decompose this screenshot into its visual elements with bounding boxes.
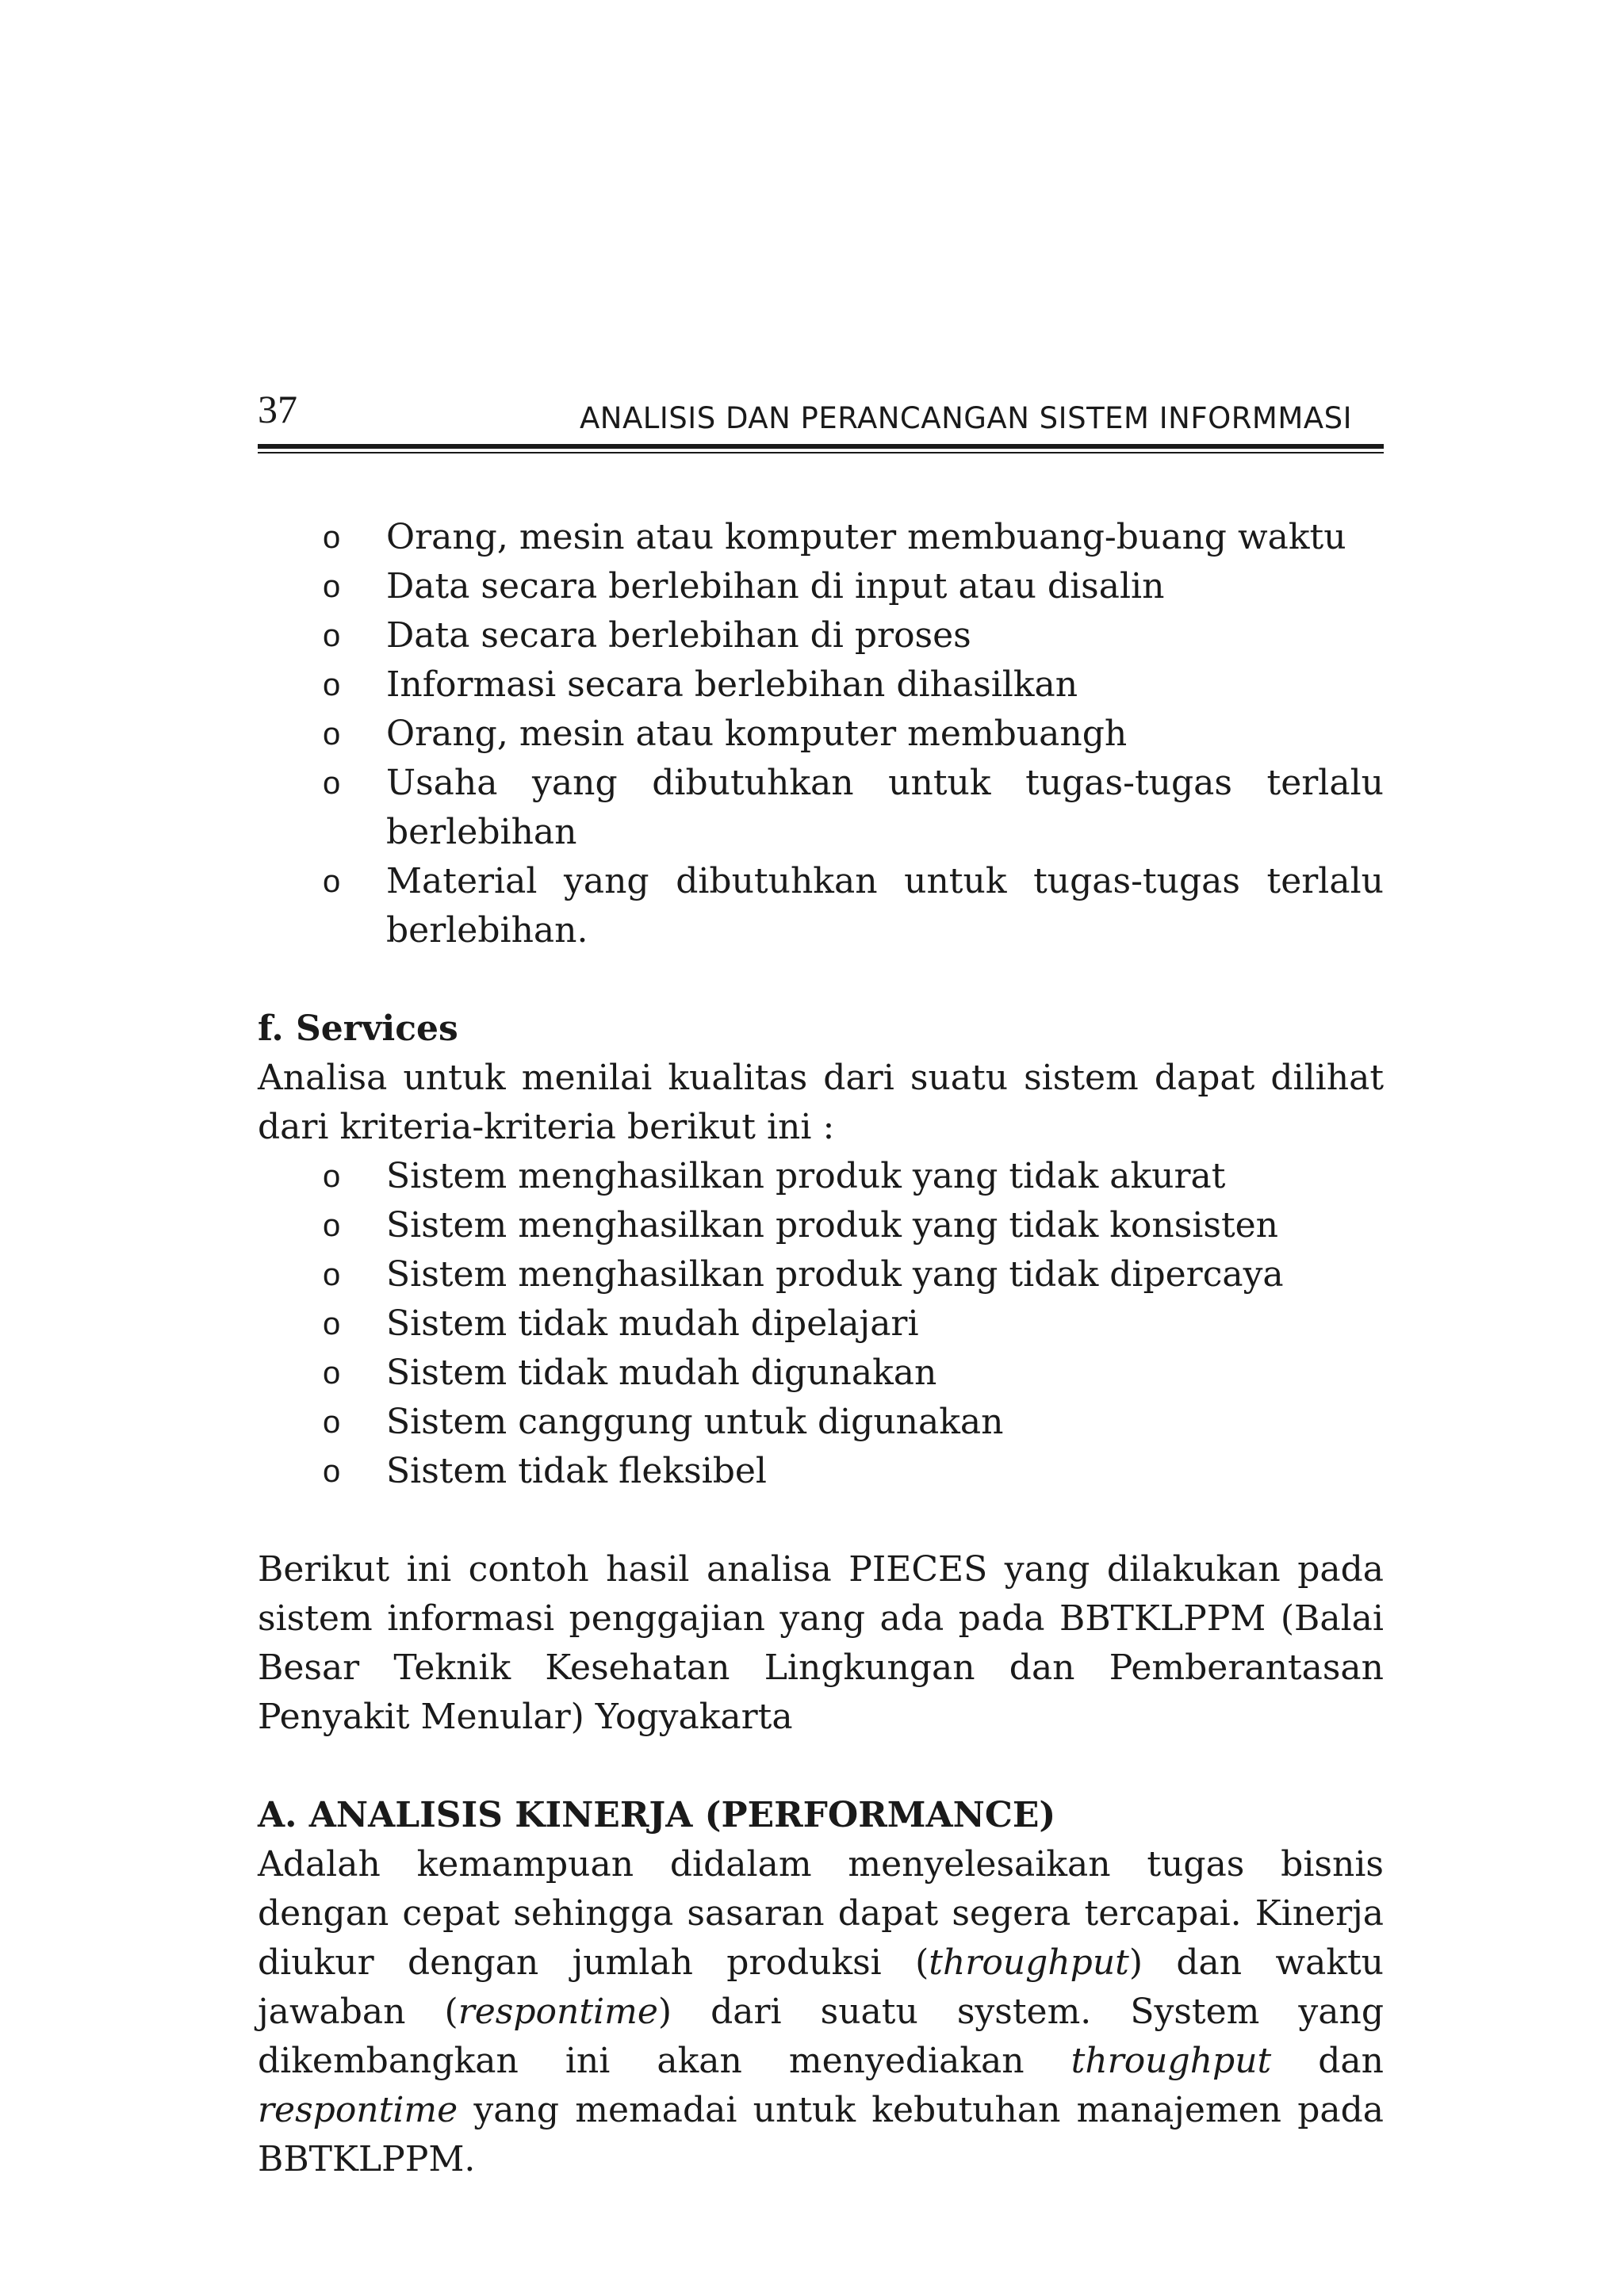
efficiency-list [258,513,1384,955]
circle-bullet-icon: o [323,1356,341,1391]
example-paragraph: Berikut ini contoh hasil analisa PIECES yang dilakukan pada sistem informasi penggajian yang ada pada BBTKLPPM (Balai Besar Teknik Kesehatan Lingkungan dan Pemberantasan Penyakit Menular) Yogyakarta [258,1549,1384,1737]
spacer [258,1742,1384,1791]
circle-bullet-icon: o [323,766,341,801]
page-content [258,513,1384,2184]
header-rule-thin [258,452,1384,453]
list-item: o Data secara berlebihan di input atau disalin [258,562,1384,611]
circle-bullet-icon: o [323,569,341,604]
services-heading: f. Services [258,1008,458,1049]
running-title: ANALISIS DAN PERANCANGAN SISTEM INFORMMASI [579,401,1352,435]
list-item: o Sistem menghasilkan produk yang tidak akurat [258,1152,1384,1201]
circle-bullet-icon: o [323,618,341,653]
spacer [258,1496,1384,1545]
term-throughput: throughput [1071,2041,1272,2081]
services-intro: Analisa untuk menilai kualitas dari suatu sistem dapat dilihat dari kriteria-kriteria berikut ini : [258,1058,1384,1147]
circle-bullet-icon: o [323,1257,341,1292]
term-respontime: respontime [258,2090,458,2130]
list-item: o Sistem tidak fleksibel [258,1447,1384,1496]
circle-bullet-icon: o [323,1405,341,1440]
list-item: o Orang, mesin atau komputer membuangh [258,710,1384,759]
term-respontime: respontime [458,1992,658,2032]
list-item: o Sistem tidak mudah digunakan [258,1349,1384,1398]
list-item: o Data secara berlebihan di proses [258,611,1384,660]
circle-bullet-icon: o [323,1159,341,1194]
circle-bullet-icon: o [323,717,341,752]
circle-bullet-icon: o [323,1454,341,1489]
page-number: 37 [258,387,297,431]
performance-paragraph: Adalah kemampuan didalam menyelesaikan tugas bisnis dengan cepat sehingga sasaran dapat segera tercapai. Kinerja diukur dengan jumlah produksi (throughput) dan waktu jawaban (respontime) dari suatu system. System yang dikembangkan ini akan menyediakan throughput dan respontime yang memadai untuk kebutuhan manajemen pada BBTKLPPM. [258,1844,1385,2179]
list-item: o Usaha yang dibutuhkan untuk tugas-tugas terlalu berlebihan [258,759,1384,857]
list-item: o Sistem menghasilkan produk yang tidak konsisten [258,1201,1384,1250]
list-item: o Sistem canggung untuk digunakan [258,1398,1384,1447]
spacer [258,955,1384,1004]
list-item: o Informasi secara berlebihan dihasilkan [258,660,1384,710]
circle-bullet-icon: o [323,1208,341,1243]
list-item: o Sistem menghasilkan produk yang tidak dipercaya [258,1250,1384,1299]
list-item: o Sistem tidak mudah dipelajari [258,1299,1384,1349]
list-item: o Material yang dibutuhkan untuk tugas-tugas terlalu berlebihan. [258,857,1384,955]
header-rule [258,444,1384,449]
list-item: o Orang, mesin atau komputer membuang-buang waktu [258,513,1384,562]
performance-heading: A. ANALISIS KINERJA (PERFORMANCE) [258,1795,1056,1835]
term-throughput: throughput [929,1942,1129,1983]
services-list [258,1152,1384,1496]
circle-bullet-icon: o [323,520,341,555]
circle-bullet-icon: o [323,1307,341,1341]
circle-bullet-icon: o [323,864,341,899]
circle-bullet-icon: o [323,668,341,702]
